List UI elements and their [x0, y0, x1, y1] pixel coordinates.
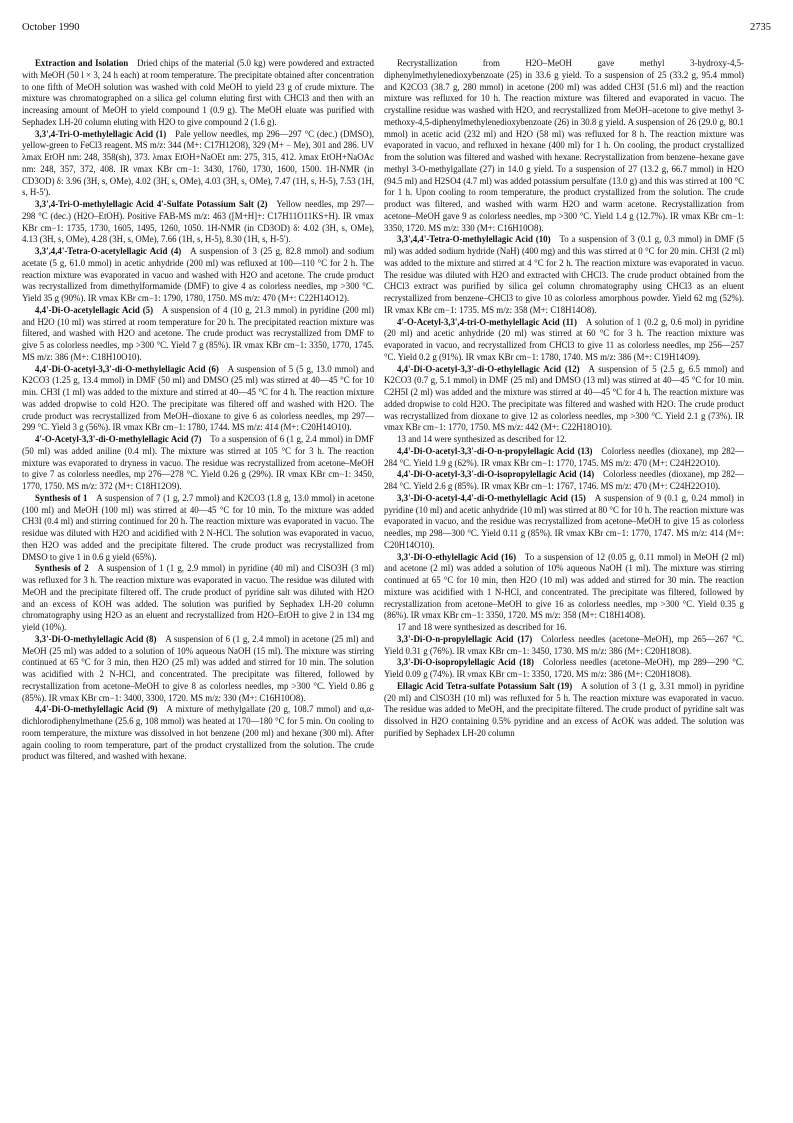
paragraph: [22, 305, 374, 364]
paragraph: [384, 493, 744, 552]
section-heading: 3,3',4,4'-Tetra-O-methylellagic Acid (10): [397, 234, 551, 245]
section-heading: Synthesis of 2: [35, 563, 89, 574]
paragraph: [384, 364, 744, 435]
paragraph: [384, 552, 744, 623]
right-column: [384, 58, 744, 740]
paragraph-text: A mixture of methylgallate (20 g, 108.7 mmol) and α,α-dichlorodiphenylmethane (25.6 g, 108 mmol) was heated at 170—180 °C for 5 min. On cooling to room temperature, the mixture was dissolved in hot benzene (200 ml) and hexane (300 ml). After again cooling to room temperature, part of the product crystallized from the solution. The crude product was filtered, and washed with hexane.: [22, 704, 374, 762]
section-heading: 3,3'-Di-O-isopropylellagic Acid (18): [397, 657, 535, 668]
paragraph-text: Pale yellow needles, mp 296—297 °C (dec.) (DMSO), yellow-green to FeCl3 reagent. MS m/z: 344 (M+: C17H12O8), 329 (M+ − Me), 301 and 286. UV λmax EtOH nm: 248, 358(sh), 373. λmax EtOH+NaOEt nm: 275, 315, 412. λmax EtOH+NaOAc nm: 248, 357, 372, 408. IR νmax KBr cm−1: 3430, 1760, 1730, 1600, 1500. 1H-NMR (in CD3OD) δ: 3.96 (3H, s, OMe), 4.02 (3H, s, OMe), 4.03 (3H, s, OMe), 7.47 (1H, s, H-5), 7.53 (1H, s, H-5').: [22, 128, 374, 198]
paragraph-text: Colorless needles (dioxane), mp 282—284 °C. Yield 2.6 g (85%). IR νmax KBr cm−1: 1767, 1746. MS m/z: 470 (M+: C24H22O10).: [384, 469, 744, 491]
paragraph-text: A solution of 1 (0.2 g, 0.6 mol) in pyridine (20 ml) and acetic anhydride (20 ml) was stirred at 60 °C for 3 h. The reaction mixture was evaporated in vacuo, and recrystallized from CHCl3 to give 11 as colorless needles, mp 256—257 °C. Yield 0.2 g (91%). IR νmax KBr cm−1: 1780, 1740. MS m/z: 386 (M+: C19H14O9).: [384, 316, 744, 362]
paragraph-text: Colorless needles (acetone–MeOH), mp 265—267 °C. Yield 0.31 g (76%). IR νmax KBr cm−1: 3450, 1730. MS m/z: 386 (M+: C20H18O8).: [384, 633, 744, 656]
section-heading: 4,4'-Di-O-acetyl-3,3'-di-O-n-propylellagic Acid (13): [397, 445, 593, 456]
paragraph: [384, 317, 744, 364]
section-heading: 3,3',4-Tri-O-methylellagic Acid (1): [35, 128, 167, 139]
paragraph-text: A suspension of 9 (0.1 g, 0.24 mmol) in pyridine (10 ml) and acetic anhydride (10 ml) was stirred at 80 °C for 10 h. The reaction mixture was evaporated in vacuo, and the residue was recrystallized from acetone–MeOH to give 15 as colorless needles, mp 298—300 °C. Yield 0.11 g (85%). IR νmax KBr cm−1: 1770, 1747. MS m/z: 414 (M+: C20H14O10).: [384, 492, 745, 550]
page-number: 2735: [750, 22, 771, 33]
paragraph: [384, 622, 744, 634]
paragraph: [384, 446, 744, 470]
paragraph: [384, 234, 744, 316]
left-column: [22, 58, 374, 763]
paragraph-text: A suspension of 5 (2.5 g, 6.5 mmol) and K2CO3 (0.7 g, 5.1 mmol) in DMF (25 ml) and DMSO (13 ml) was stirred at 40—45 °C for 10 min. C2H5I (2 ml) was added and the mixture was stirred at 40—45 °C for 4 h. The reaction mixture was added dropwise to cold H2O. The precipitate was filtered and washed with H2O. The crude product was recrystallized from dioxane to give 12 as colorless needles, mp >300 °C. Yield 2.1 g (73%). IR νmax KBr cm−1: 1770, 1750. MS m/z: 442 (M+: C22H18O10).: [384, 363, 744, 433]
paragraph-text: Recrystallization from H2O–MeOH gave methyl 3-hydroxy-4,5-diphenylmethylenedioxybenzoate (25) in 33.6 g yield. To a suspension of 25 (33.2 g, 95.4 mmol) and K2CO3 (38.7 g, 280 mmol) in acetone (200 ml) was added CH3I (51.6 ml) and the reaction mixture was refluxed for 10 h. The reaction mixture was filtered and evaporated in vacuo. The crystalline residue was washed with H2O, and recrystallized from MeOH–acetone to give methyl 3-methoxy-4,5-diphenylmethylenedioxybenzoate (26) in 30.8 g yield. A suspension of 26 (29.0 g, 80.1 mmol) in acetic acid (232 ml) and H2O (58 ml) was refluxed for 8 h. The reaction mixture was evaporated in vacuo, and refluxed in hexane (400 ml) for 1 h. On cooling, the product crystallized from the solution was filtered and washed with hexane. Recrystallization from benzene–hexane gave methyl 3-O-methylgallate (27) in 14.0 g yield. To a suspension of 27 (13.2 g, 66.7 mmol) in H2O (94.5 ml) and H2SO4 (4.7 ml) was added potassium persulfate (13.0 g) and this was stirred at 100 °C for 1 h. Upon cooling to room temperature, the product crystallized from the solution. The crude product was filtered, and washed with warm H2O and warm acetone. Recrystallization from acetone–MeOH gave 9 as colorless needles, mp >300 °C. Yield 1.4 g (12.7%). IR νmax KBr cm−1: 3350, 1720. MS m/z: 330 (M+: C16H10O8).: [384, 58, 744, 233]
paragraph-text: A suspension of 3 (25 g, 82.8 mmol) and sodium acetate (5 g, 61.0 mmol) in acetic anhydride (200 ml) was refluxed at 100—110 °C for 2 h. The reaction mixture was evaporated in vacuo and washed with H2O and acetone. The crude product was recrystallized from dimethylformamide (DMF) to give 4 as colorless needles, mp >300 °C. Yield 35 g (90%). IR νmax KBr cm−1: 1790, 1780, 1750. MS m/z: 470 (M+: C22H14O12).: [22, 246, 374, 303]
paragraph: [22, 704, 374, 763]
paragraph: [384, 634, 744, 658]
paragraph: [22, 563, 374, 634]
paragraph-text: To a suspension of 12 (0.05 g, 0.11 mmol) in MeOH (2 ml) and acetone (2 ml) was added a solution of 10% aqueous NaOH (1 ml). The mixture was stirring continued at 65 °C for 10 min, then H2O (10 ml) was added and stirred for 30 min. The reaction mixture was acidified with 1 N-HCl, and concentrated. The precipitate was filtered, followed by recrystallization from acetone–MeOH to give 16 as colorless needles, mp >300 °C. Yield 0.35 g (86%). IR νmax KBr cm−1: 3350, 1720. MS m/z: 358 (M+: C18H14O8).: [384, 551, 744, 621]
section-heading: 3,3'-Di-O-ethylellagic Acid (16): [397, 551, 517, 562]
paragraph-text: 13 and 14 were synthesized as described for 12.: [397, 434, 567, 444]
paragraph: [384, 434, 744, 446]
paragraph: [22, 364, 374, 435]
paragraph: [22, 199, 374, 246]
section-heading: 4,4'-Di-O-acetyl-3,3'-di-O-methylellagic Acid (6): [35, 363, 219, 374]
section-heading: Extraction and Isolation: [35, 58, 129, 68]
section-heading: 4'-O-Acetyl-3,3',4-tri-O-methylellagic Acid (11): [397, 316, 577, 327]
section-heading: Ellagic Acid Tetra-sulfate Potassium Salt (19): [397, 680, 573, 691]
section-heading: 3,3',4-Tri-O-methylellagic Acid 4'-Sulfate Potassium Salt (2): [35, 199, 268, 209]
paragraph-text: 17 and 18 were synthesized as described for 16.: [397, 622, 567, 632]
section-heading: 3,3'-Di-O-acetyl-4,4'-di-O-methylellagic Acid (15): [397, 492, 586, 503]
paragraph-text: A suspension of 4 (10 g, 21.3 mmol) in pyridine (200 ml) and H2O (10 ml) was stirred at room temperature for 20 h. The precipitated reaction mixture was filtered, and washed with H2O and acetone. The crude product was recrystallized from DMF to give 5 as colorless needles, mp >300 °C. Yield 7 g (85%). IR νmax KBr cm−1: 3350, 1770, 1745. MS m/z: 386 (M+: C18H10O10).: [22, 304, 375, 362]
paragraph-text: To a suspension of 6 (1 g, 2.4 mmol) in DMF (50 ml) was added aniline (0.4 ml). The mixture was stirred at 105 °C for 3 h. The reaction mixture was evaporated to dryness in vacuo. The residue was recrystallized from acetone–MeOH to give 7 as colorless needles, mp 276—278 °C. Yield 0.26 g (29%). IR νmax KBr cm−1: 3450, 1770, 1750. MS m/z: 372 (M+: C18H12O9).: [22, 434, 374, 491]
paragraph: [384, 657, 744, 681]
running-header: [22, 22, 771, 38]
paragraph-text: Dried chips of the material (5.0 kg) were powdered and extracted with MeOH (50 l × 3, 24 h each) at room temperature. The precipitate obtained after concentration to one fifth of MeOH solution was washed with cold MeOH to yield 23 g of crude mixture. The mixture was chromatographed on a silica gel column eluting first with CHCl3 and then with an increasing amount of MeOH to yield compound 1 (0.9 g). The MeOH eluate was purified with Sephadex LH-20 column eluting with H2O to give compound 2 (1.6 g).: [22, 58, 374, 127]
section-heading: 4,4'-Di-O-acetylellagic Acid (5): [35, 304, 154, 315]
paragraph: [22, 493, 374, 564]
paragraph-text: To a suspension of 3 (0.1 g, 0.3 mmol) in DMF (5 ml) was added sodium hydride (NaH) (400 mg) and this was stirred at 0 °C for 20 min. CH3I (2 ml) was added to the mixture and stirred at 4 °C for 2 h. The reaction mixture was evaporated in vacuo. The residue was diluted with H2O and extracted with CHCl3. The crude product obtained from the CHCl3 extract was purified by silica gel column chromatography using CHCl3 as an eluent recrystallized from benzene–CHCl3 to give 10 as colorless amorphous powder. Yield 62 mg (52%). IR νmax KBr cm−1: 1735. MS m/z: 358 (M+: C18H14O8).: [384, 234, 744, 315]
paragraph: [384, 469, 744, 493]
paragraph: [22, 58, 374, 129]
paragraph: [384, 58, 744, 234]
paragraph-text: A suspension of 6 (1 g, 2.4 mmol) in acetone (25 ml) and MeOH (25 ml) was added to a solution of 10% aqueous NaOH (15 ml). The mixture was stirring continued at 65 °C for 3 min, then H2O (25 ml) was added and stirred for 10 min. The solution was acidified with 2 N-HCl, and concentrated. The precipitate was filtered, followed by recrystallization from acetone–MeOH to give 8 as colorless needles, mp >300 °C. Yield 0.86 g (85%). IR νmax KBr cm−1: 3400, 3300, 1720. MS m/z: 330 (M+: C16H10O8).: [22, 633, 374, 703]
issue-date: October 1990: [22, 22, 80, 33]
section-heading: Synthesis of 1: [35, 492, 88, 503]
section-heading: 4,4'-Di-O-acetyl-3,3'-di-O-isopropylellagic Acid (14): [397, 469, 595, 480]
paragraph: [384, 681, 744, 740]
paragraph-text: Yellow needles, mp 297—298 °C (dec.) (H2O–EtOH). Positive FAB-MS m/z: 463 ([M+H]+: C17H11O11KS+H). IR νmax KBr cm−1: 1735, 1730, 1605, 1495, 1260, 1050. 1H-NMR (in CD3OD) δ: 4.02 (3H, s, OMe), 4.13 (3H, s, OMe), 4.28 (3H, s, OMe), 7.66 (1H, s, H-5), 8.30 (1H, s, H-5').: [22, 199, 374, 245]
paragraph-text: A suspension of 1 (1 g, 2.9 mmol) in pyridine (40 ml) and ClSO3H (3 ml) was refluxed for 3 h. The reaction mixture was evaporated in vacuo. The residue was diluted with MeOH and the precipitate filtered off. The crude product of pyridine salt was diluted with H2O and an excess of KOH was added. The solution was purified by Sephadex LH-20 column chromatography using H2O as an eluent and recrystallized from H2O–EtOH to give 2 in 134 mg yield (10%).: [22, 563, 374, 632]
paragraph: [22, 246, 374, 305]
section-heading: 3,3'-Di-O-methylellagic Acid (8): [35, 633, 157, 644]
paragraph-text: A suspension of 7 (1 g, 2.7 mmol) and K2CO3 (1.8 g, 13.0 mmol) in acetone (100 ml) and MeOH (100 ml) was stirred at 40—45 °C for 10 min. To the mixture was added CH3I (0.4 ml) and stirring continued for 20 h. The reaction mixture was evaporated in vacuo. The residue was diluted with H2O and acidified with 2 N-HCl. The solution was evaporated in vacuo, then H2O was added and the precipitate filtered. The crude product was recrystallized from DMSO to give 1 in 0.6 g yield (65%).: [22, 492, 375, 562]
paragraph: [22, 634, 374, 705]
section-heading: 4,4'-Di-O-acetyl-3,3'-di-O-ethylellagic Acid (12): [397, 363, 580, 374]
paragraph: [22, 434, 374, 493]
section-heading: 4,4'-Di-O-methylellagic Acid (9): [35, 704, 158, 715]
paragraph-text: Colorless needles (dioxane), mp 282—284 °C. Yield 1.9 g (62%). IR νmax KBr cm−1: 1770, 1745. MS m/z: 470 (M+: C24H22O10).: [384, 445, 744, 468]
section-heading: 3,3'-Di-O-n-propylellagic Acid (17): [397, 633, 533, 644]
section-heading: 3,3',4,4'-Tetra-O-acetylellagic Acid (4): [35, 246, 182, 256]
paragraph-text: A suspension of 5 (5 g, 13.0 mmol) and K2CO3 (1.25 g, 13.4 mmol) in DMF (50 ml) and DMSO (25 ml) was stirred at 40—45 °C for 10 min. CH3I (1 ml) was added to the mixture and stirred at 40—45 °C for 4 h. The reaction mixture was added dropwise to cold H2O. The precipitate was filtered off and washed with H2O. The crude product was recrystallized from MeOH–dioxane to give 6 as colorless needles, mp 297—299 °C. Yield 3 g (56%). IR νmax KBr cm−1: 1780, 1744. MS m/z: 414 (M+: C20H14O10).: [22, 363, 375, 433]
paragraph-text: Colorless needles (acetone–MeOH), mp 289—290 °C. Yield 0.09 g (74%). IR νmax KBr cm−1: 3350, 1720. MS m/z: 386 (M+: C20H18O8).: [384, 657, 745, 679]
section-heading: 4'-O-Acetyl-3,3'-di-O-methylellagic Acid (7): [35, 434, 202, 444]
paragraph-text: A solution of 3 (1 g, 3.31 mmol) in pyridine (20 ml) and ClSO3H (10 ml) was refluxed for 5 h. The reaction mixture was evaporated in vacuo. The residue was added to MeOH, and the precipitate filtered. The crude product of pyridine salt was dissolved in H2O containing 0.5% pyridine and an excess of AcOK was added. The solution was purified by Sephadex LH-20 column: [384, 680, 744, 738]
paragraph: [22, 129, 374, 200]
